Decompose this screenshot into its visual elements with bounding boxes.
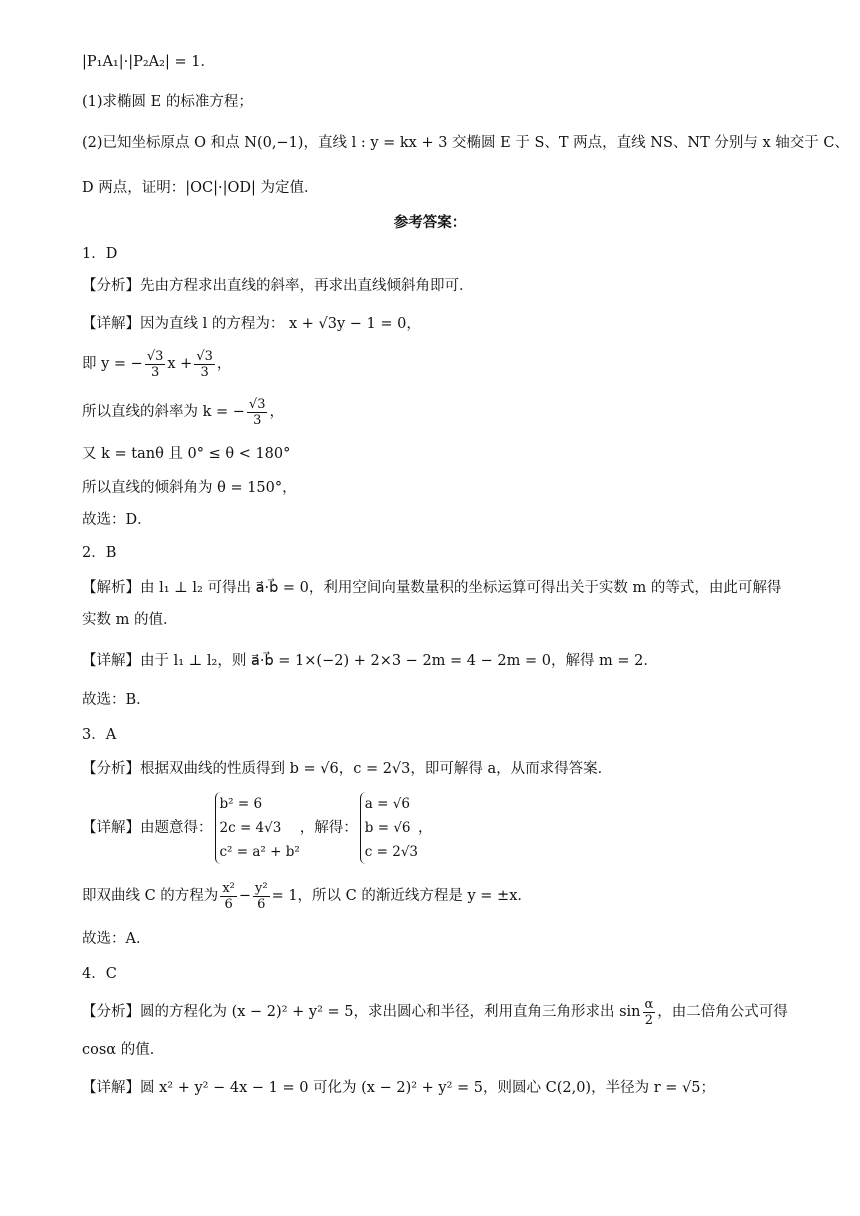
system-line	[82, 792, 433, 864]
numerator: √3	[196, 348, 213, 364]
system-equation: b² = 6	[219, 796, 263, 812]
answer-number: 2．B	[82, 545, 117, 561]
system-equation: c = 2√3	[364, 844, 419, 860]
text-segment: ，	[216, 356, 232, 372]
text-segment: ，解得：	[299, 820, 358, 836]
fraction	[643, 997, 656, 1028]
detail-text: 【详解】由于 l₁ ⊥ l₂，则 a⃗·b⃗ = 1×(−2) + 2×3 − 2m = 4 − 2m = 0，解得 m = 2．	[82, 653, 658, 669]
answer-number: 3．A	[82, 727, 117, 743]
text-line: 又 k = tanθ 且 0° ≤ θ < 180°	[82, 446, 291, 462]
text-segment: 即 y = −	[82, 356, 143, 372]
system-equation: 2c = 4√3	[219, 820, 282, 836]
answer-number: 4．C	[82, 966, 117, 982]
analysis-text: 【解析】由 l₁ ⊥ l₂ 可得出 a⃗·b⃗ = 0，利用空间向量数量积的坐标运算可得出关于实数 m 的等式，由此可解得	[82, 580, 782, 596]
numerator: y²	[255, 880, 268, 896]
text-line: 所以直线的倾斜角为 θ = 150°，	[82, 480, 297, 496]
text-segment: = 1，所以 C 的渐近线方程是 y = ±x．	[271, 888, 532, 904]
text-line: |P₁A₁|·|P₂A₂| = 1．	[82, 54, 215, 70]
answer-choice: 故选：A．	[82, 931, 151, 947]
question-part-1: (1)求椭圆 E 的标准方程；	[82, 94, 253, 110]
fraction	[194, 349, 215, 380]
text-segment: x +	[167, 356, 193, 372]
detail-text: 【详解】圆 x² + y² − 4x − 1 = 0 可化为 (x − 2)² + y² = 5，则圆心 C(2,0)，半径为 r = √5；	[82, 1080, 715, 1096]
system-equation: a = √6	[364, 796, 410, 812]
answer-number: 1．D	[82, 246, 118, 262]
denominator: 6	[257, 896, 266, 912]
denominator: 2	[644, 1012, 654, 1028]
text-line: cosα 的值．	[82, 1042, 165, 1058]
question-part-2: (2)已知坐标原点 O 和点 N(0,−1)，直线 l : y = kx + 3 交椭圆 E 于 S、T 两点，直线 NS、NT 分别与 x 轴交于 C、	[82, 135, 849, 151]
text-segment: ，	[418, 820, 433, 836]
analysis-text	[82, 994, 788, 1030]
numerator: √3	[248, 396, 266, 412]
answer-heading: 参考答案：	[393, 214, 467, 231]
text-segment: 【分析】圆的方程化为 (x − 2)² + y² = 5，求出圆心和半径，利用直角三角形求出 sin	[82, 1004, 641, 1020]
fraction	[145, 349, 166, 380]
text-segment: 【详解】由题意得：	[82, 820, 213, 836]
denominator: 3	[253, 412, 262, 428]
equation-line	[82, 347, 231, 381]
equation-line: 即双曲线 C 的方程为 $\frac{\text{x²}}{6}$ − $\frac{\text{y²}}{6}$ = 1，所以 C 的渐近线方程是 y = ±x．	[82, 880, 532, 912]
detail-text: 【详解】因为直线 l 的方程为： x + √3y − 1 = 0，	[82, 316, 421, 332]
analysis-text: 【分析】根据双曲线的性质得到 b = √6，c = 2√3，即可解得 a，从而求得答案．	[82, 761, 613, 777]
fraction	[253, 881, 270, 912]
numerator: x²	[222, 880, 235, 896]
text-line: D 两点，证明：|OC|·|OD| 为定值．	[82, 180, 319, 196]
denominator: 6	[224, 896, 233, 912]
equation-line	[82, 395, 284, 429]
denominator: 3	[200, 364, 209, 380]
answer-choice: 故选：B．	[82, 692, 151, 708]
text-segment: ，由二倍角公式可得	[657, 1004, 788, 1020]
system-equation: c² = a² + b²	[219, 844, 300, 860]
text-segment: 所以直线的斜率为 k = −	[82, 404, 245, 420]
text-segment: ，	[269, 404, 284, 420]
numerator: α	[644, 996, 654, 1012]
answer-choice: 故选：D．	[82, 512, 152, 528]
numerator: √3	[146, 348, 164, 364]
text-line: 实数 m 的值．	[82, 612, 178, 628]
equation-system	[360, 792, 418, 864]
text-segment: 即双曲线 C 的方程为	[82, 888, 219, 904]
fraction	[220, 881, 237, 912]
analysis-text: 【分析】先由方程求出直线的斜率，再求出直线倾斜角即可．	[82, 278, 474, 294]
fraction	[247, 397, 268, 428]
denominator: 3	[150, 364, 160, 380]
equation-system	[215, 792, 300, 864]
system-equation: b = √6	[364, 820, 411, 836]
